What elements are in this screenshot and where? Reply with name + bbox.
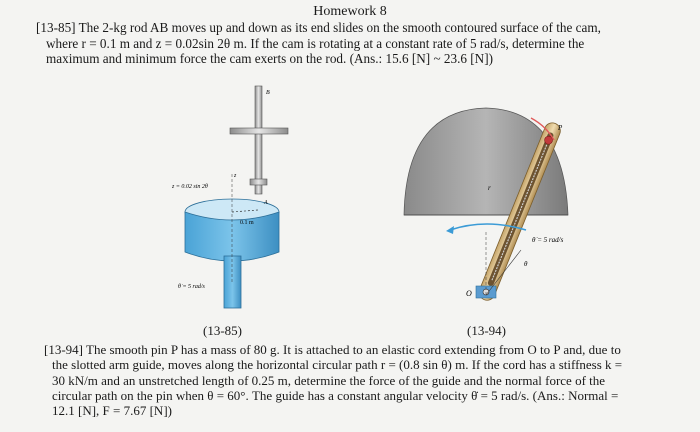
- label-theta-rate-1: θ̇ = 5 rad/s: [178, 284, 205, 290]
- problem1-line3: maximum and minimum force the cam exerts on the rod. (Ans.: 15.6 [N] ~ 23.6 [N]): [46, 51, 493, 66]
- label-theta: θ: [524, 260, 528, 268]
- label-r: 0.1 m: [240, 220, 254, 226]
- problem2-line5: 12.1 [N], F = 7.67 [N]): [52, 403, 172, 419]
- rod-ab: [255, 86, 262, 194]
- cam-shaft: [224, 256, 241, 308]
- label-z-axis: z: [234, 173, 237, 179]
- page-title: Homework 8: [313, 4, 387, 19]
- caption-13-94: (13-94): [467, 323, 506, 338]
- figure-13-85: [160, 84, 320, 314]
- label-a: A: [264, 200, 268, 206]
- label-theta-rate-2: θ̇ = 5 rad/s: [532, 236, 564, 244]
- problem-13-94-text: [44, 342, 664, 418]
- label-b: B: [266, 90, 270, 96]
- problem2-line2: the slotted arm guide, moves along the horizontal circular path r = (0.8 sin θ) m. If the cord has a stiffness k =: [52, 357, 623, 373]
- label-r2: r: [488, 184, 491, 192]
- problem1-line2: where r = 0.1 m and z = 0.02sin 2θ m. If the cam is rotating at a constant rate of 5 rad/s, determine the: [46, 35, 585, 51]
- caption-13-85: (13-85): [203, 323, 242, 338]
- problem2-line1: [13-94] The smooth pin P has a mass of 80 g. It is attached to an elastic cord extending from O to P and, due to: [44, 342, 621, 357]
- label-o: O: [466, 289, 472, 298]
- problem1-line1: [13-85] The 2-kg rod AB moves up and down as its end slides on the smooth contoured surface of the cam,: [36, 20, 601, 35]
- problem2-line4: circular path on the pin when θ = 60°. The guide has a constant angular velocity θ̇ = 5 rad/s. (Ans.: Normal =: [52, 387, 619, 403]
- label-p: P: [558, 124, 563, 132]
- rod-collar: [230, 128, 288, 134]
- rod-guide: [250, 179, 267, 185]
- label-z-eq: z = 0.02 sin 2θ: [172, 184, 208, 190]
- figure-13-94: [386, 90, 596, 310]
- problem2-line3: 30 kN/m and an unstretched length of 0.25 m, determine the force of the guide and the normal force of the: [52, 372, 606, 388]
- problem-13-85-text: [36, 20, 676, 67]
